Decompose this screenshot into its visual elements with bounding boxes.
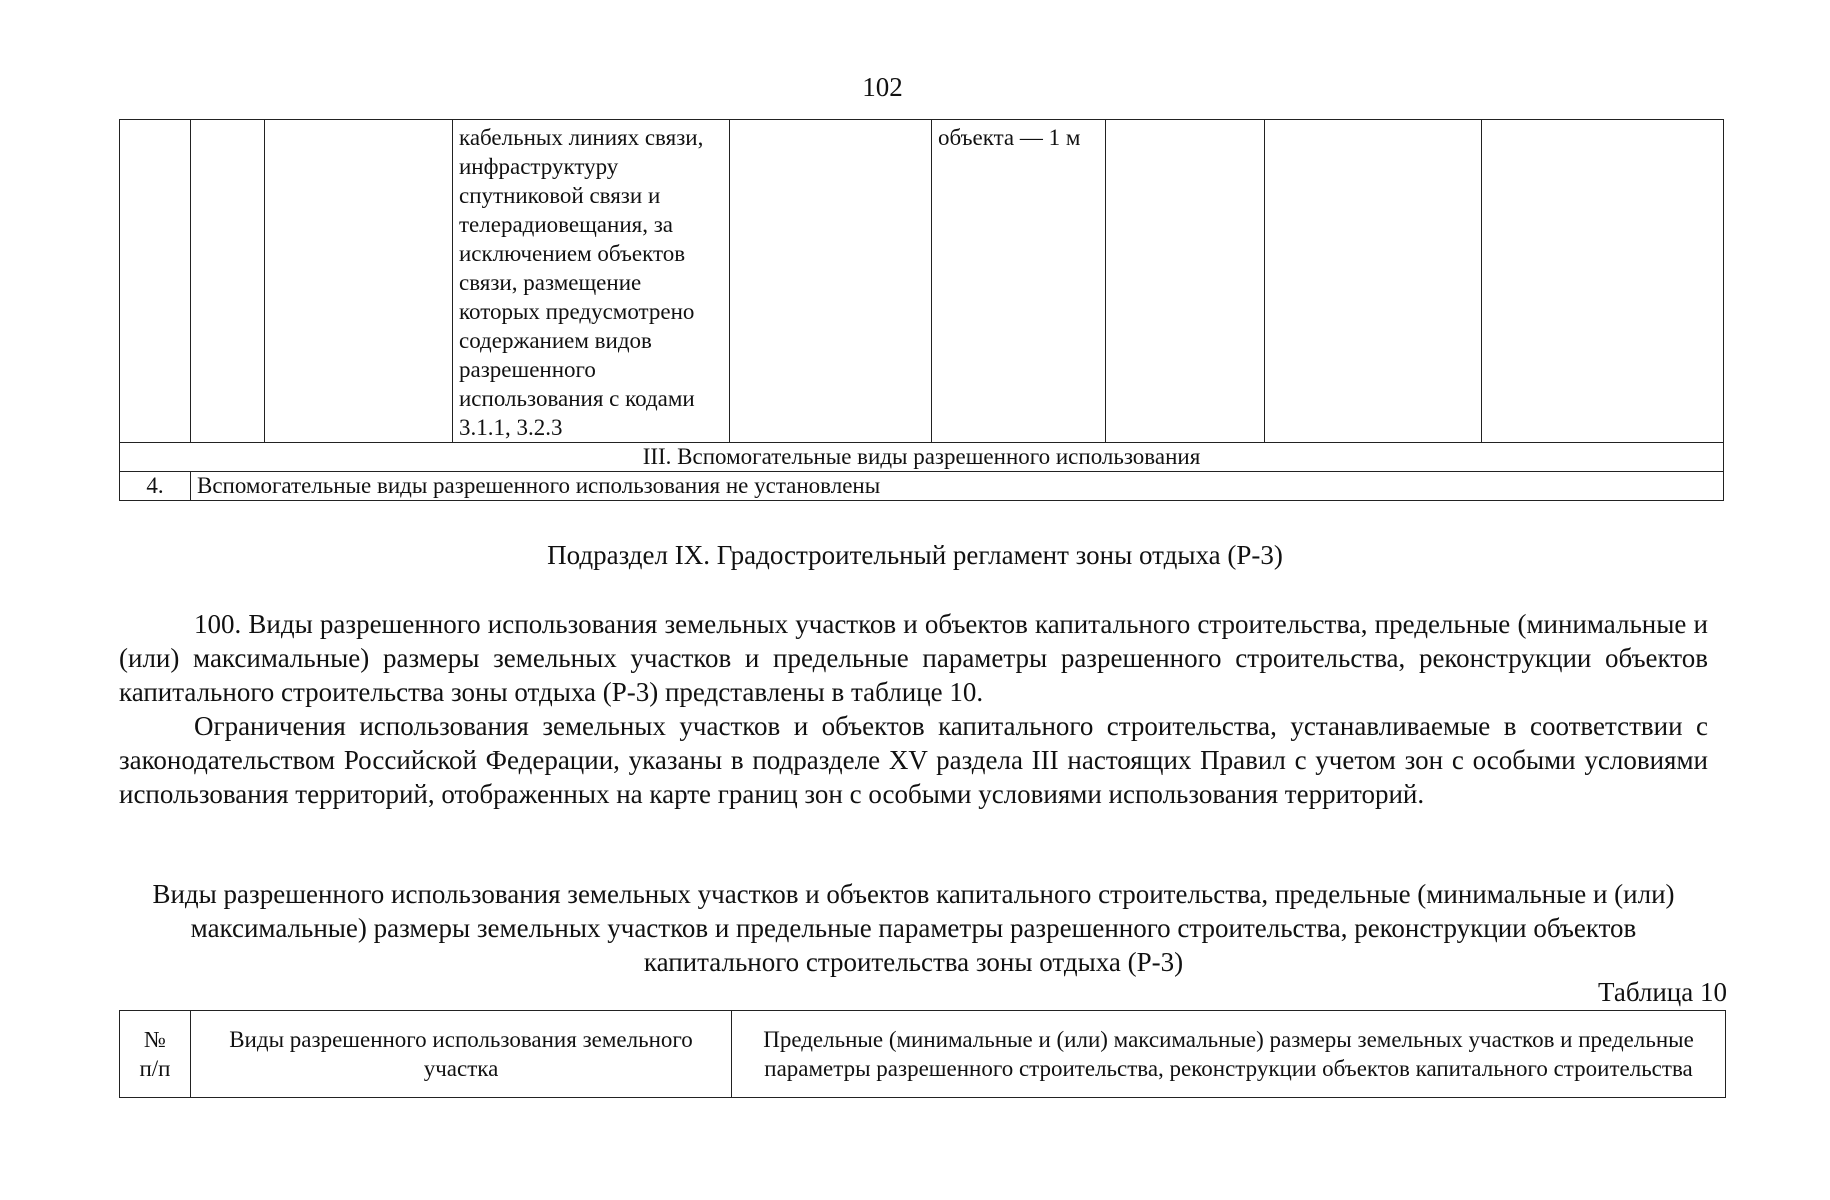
- distance-text: объекта — 1 м: [938, 125, 1081, 150]
- table-10-header: [119, 1010, 1726, 1098]
- paragraph: 100. Виды разрешенного использования земельных участков и объектов капитального строительства, предельные (минимальные и (или) максимальные) размеры земельных участков и предельные параметры разрешенного строительства, реконструкции объектов капитального строительства зоны отдыха (Р-3) представлены в таблице 10.: [119, 609, 1708, 707]
- table-row: [120, 472, 1724, 501]
- paragraph: Ограничения использования земельных участков и объектов капитального строительства, устанавливаемые в соответствии с законодательством Российской Федерации, указаны в подразделе XV раздела III настоящих Правил с учетом зон с особыми условиями использования территорий, отображенных на карте границ зон с особыми условиями использования территорий.: [119, 711, 1708, 809]
- row-number: 4.: [120, 472, 191, 501]
- table-label: Таблица 10: [1598, 977, 1727, 1007]
- header-number: № п/п: [120, 1011, 191, 1098]
- table-section-row: [120, 443, 1724, 472]
- table-cell: [932, 120, 1106, 443]
- header-parameters: Предельные (минимальные и (или) максимальные) размеры земельных участков и предельные параметры разрешенного строительства, реконструкции объектов капитального строительства: [732, 1011, 1726, 1098]
- table-header-row: [120, 1011, 1726, 1098]
- continued-table: [119, 119, 1724, 501]
- page-number: 102: [862, 72, 903, 102]
- table-cell: [1482, 120, 1724, 443]
- use-description-text: кабельных линиях связи, инфраструктуру спутниковой связи и телерадиовещания, за исключением объектов связи, размещение которых предусмотрено содержанием видов разрешенного использования с кодами 3.1.1, 3.2.3: [459, 125, 704, 440]
- table-cell: [453, 120, 730, 443]
- row-text: Вспомогательные виды разрешенного использования не установлены: [191, 472, 1724, 501]
- table-caption: Виды разрешенного использования земельных участков и объектов капитального строительства, предельные (минимальные и (или) максимальные) размеры земельных участков и предельные параметры разрешенного строительства, реконструкции объектов капитального строительства зоны отдыха (Р-3): [152, 879, 1675, 977]
- table-cell: [1265, 120, 1482, 443]
- table-cell: [191, 120, 265, 443]
- header-use-type: Виды разрешенного использования земельного участка: [191, 1011, 732, 1098]
- table-cell: [1106, 120, 1265, 443]
- table-cell: [120, 120, 191, 443]
- table-row: [120, 120, 1724, 443]
- section-heading: III. Вспомогательные виды разрешенного использования: [120, 443, 1724, 472]
- subsection-title: Подраздел IX. Градостроительный регламент зоны отдыха (Р-3): [547, 540, 1283, 570]
- table-cell: [265, 120, 453, 443]
- table-cell: [730, 120, 932, 443]
- body-text: [119, 607, 1708, 811]
